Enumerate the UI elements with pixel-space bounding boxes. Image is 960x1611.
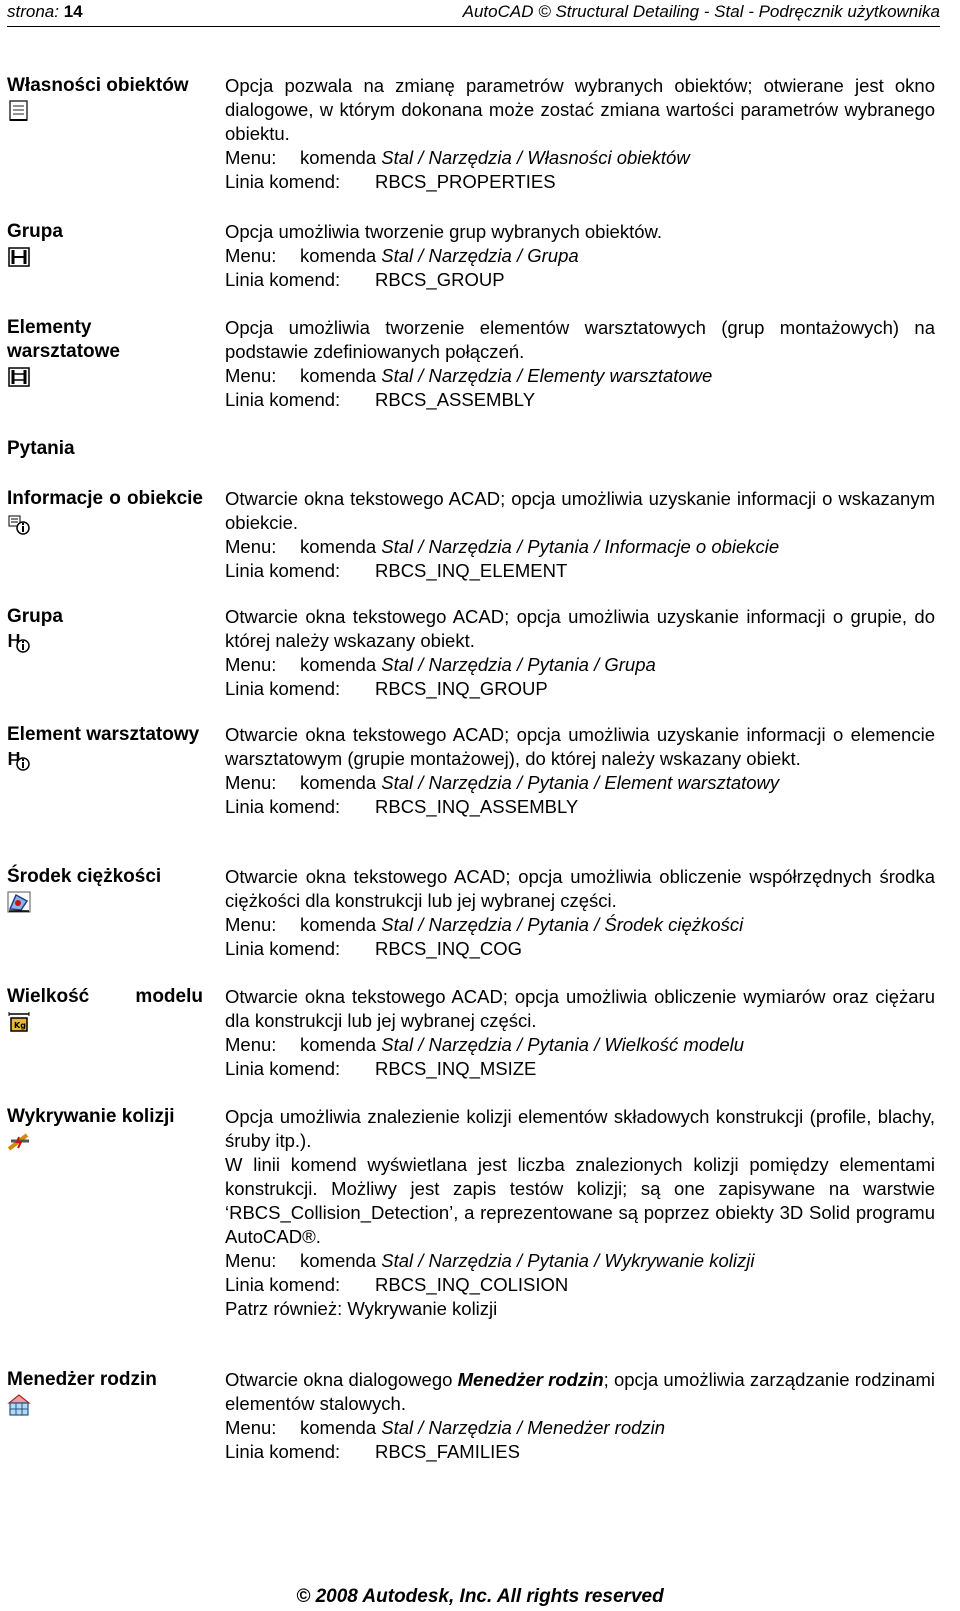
center-of-gravity-icon xyxy=(7,891,31,913)
page-header xyxy=(7,0,940,27)
section-heading-inquiries: Pytania xyxy=(7,438,75,459)
description: Opcja umożliwia tworzenie grup wybranych obiektów. xyxy=(225,221,663,242)
description: Otwarcie okna dialogowego Menedżer rodzin; opcja umożliwia zarządzanie rodzinami elementów stalowych. xyxy=(225,1369,935,1414)
command-line: Linia komend: RBCS_INQ_ELEMENT xyxy=(225,560,568,581)
term-assembly: Elementy warsztatowe xyxy=(7,316,203,388)
family-manager-icon xyxy=(7,1394,31,1416)
group-info-icon xyxy=(7,631,31,653)
menu-line: Menu: komenda Stal / Narzędzia / Elementy warsztatowe xyxy=(225,365,713,386)
entry-center-of-gravity xyxy=(225,865,935,961)
menu-line: Menu: komenda Stal / Narzędzia / Grupa xyxy=(225,245,579,266)
entry-assembly xyxy=(225,316,935,412)
menu-line: Menu: komenda Stal / Narzędzia / Własności obiektów xyxy=(225,147,690,168)
term-properties: Własności obiektów xyxy=(7,74,203,122)
description: Otwarcie okna tekstowego ACAD; opcja umożliwia uzyskanie informacji o grupie, do której należy wskazany obiekt. xyxy=(225,606,935,651)
properties-icon xyxy=(7,100,31,122)
collision-icon xyxy=(7,1131,31,1153)
entry-model-size xyxy=(225,985,935,1081)
menu-line: Menu: komenda Stal / Narzędzia / Pytania / Wielkość modelu xyxy=(225,1034,745,1055)
term-group-info: Grupa xyxy=(7,605,203,653)
entry-element-info xyxy=(225,487,935,583)
svg-text:Kg: Kg xyxy=(14,1021,26,1030)
command-line: Linia komend: RBCS_INQ_MSIZE xyxy=(225,1058,537,1079)
command-line: Linia komend: RBCS_GROUP xyxy=(225,269,505,290)
menu-line: Menu: komenda Stal / Narzędzia / Pytania / Element warsztatowy xyxy=(225,772,780,793)
command-line: Linia komend: RBCS_ASSEMBLY xyxy=(225,389,536,410)
description: Opcja pozwala na zmianę parametrów wybranych obiektów; otwierane jest okno dialogowe, w którym dokonana może zostać zmiana wartości parametrów wybranego obiektu. xyxy=(225,75,935,144)
entry-assembly-info xyxy=(225,723,935,819)
term-group: Grupa xyxy=(7,220,203,268)
group-icon xyxy=(7,246,31,268)
entry-collision xyxy=(225,1105,935,1321)
term-center-of-gravity: Środek ciężkości xyxy=(7,865,203,913)
command-line: Linia komend: RBCS_INQ_ASSEMBLY xyxy=(225,796,579,817)
entry-group xyxy=(225,220,935,292)
term-collision: Wykrywanie kolizji xyxy=(7,1105,203,1153)
description: Otwarcie okna tekstowego ACAD; opcja umożliwia uzyskanie informacji o wskazanym obiekcie. xyxy=(225,488,935,533)
model-size-icon xyxy=(7,1011,31,1033)
term-element-info: Informacje o obiekcie xyxy=(7,487,203,535)
menu-line: Menu: komenda Stal / Narzędzia / Menedżer rodzin xyxy=(225,1417,666,1438)
description: Otwarcie okna tekstowego ACAD; opcja umożliwia obliczenie wymiarów oraz ciężaru dla konstrukcji lub jej wybranej części. xyxy=(225,986,935,1031)
description: Otwarcie okna tekstowego ACAD; opcja umożliwia obliczenie współrzędnych środka ciężkości dla konstrukcji lub jej wybranej części. xyxy=(225,866,935,911)
entry-group-info xyxy=(225,605,935,701)
command-line: Linia komend: RBCS_FAMILIES xyxy=(225,1441,520,1462)
term-assembly-info: Element warsztatowy xyxy=(7,723,203,771)
description: Otwarcie okna tekstowego ACAD; opcja umożliwia uzyskanie informacji o elemencie warsztatowym (grupie montażowej), do której należy wskazany obiekt. xyxy=(225,724,935,769)
menu-line: Menu: komenda Stal / Narzędzia / Pytania / Grupa xyxy=(225,654,656,675)
menu-line: Menu: komenda Stal / Narzędzia / Pytania / Informacje o obiekcie xyxy=(225,536,780,557)
command-line: Linia komend: RBCS_INQ_COLISION xyxy=(225,1274,569,1295)
term-family-manager: Menedżer rodzin xyxy=(7,1368,203,1416)
entry-family-manager xyxy=(225,1368,935,1464)
command-line: Linia komend: RBCS_INQ_COG xyxy=(225,938,523,959)
copyright-footer: © 2008 Autodesk, Inc. All rights reserved xyxy=(296,1586,664,1607)
description: Opcja umożliwia tworzenie elementów warsztatowych (grup montażowych) na podstawie zdefiniowanych połączeń. xyxy=(225,317,935,362)
element-info-icon xyxy=(7,513,31,535)
entry-properties xyxy=(225,74,935,194)
assembly-icon xyxy=(7,366,31,388)
description: Opcja umożliwia znalezienie kolizji elementów składowych konstrukcji (profile, blachy, śruby itp.). xyxy=(225,1106,935,1151)
see-also: Patrz również: Wykrywanie kolizji xyxy=(225,1298,498,1319)
term-model-size: Wielkość modelu Kg xyxy=(7,985,203,1033)
command-line: Linia komend: RBCS_INQ_GROUP xyxy=(225,678,548,699)
menu-line: Menu: komenda Stal / Narzędzia / Pytania / Wykrywanie kolizji xyxy=(225,1250,755,1271)
menu-line: Menu: komenda Stal / Narzędzia / Pytania / Środek ciężkości xyxy=(225,914,744,935)
description-detail: W linii komend wyświetlana jest liczba znalezionych kolizji pomiędzy elementami konstrukcji. Możliwy jest zapis testów kolizji; są one zapisywane na warstwie ‘RBCS_Collision_Detection’, a reprezentowane są poprzez obiekty 3D Solid programu AutoCAD®. xyxy=(225,1154,935,1247)
document-title: AutoCAD © Structural Detailing - Stal - Podręcznik użytkownika xyxy=(462,2,940,21)
page-number: strona: 14 xyxy=(7,2,83,21)
command-line: Linia komend: RBCS_PROPERTIES xyxy=(225,171,556,192)
assembly-info-icon xyxy=(7,749,31,771)
